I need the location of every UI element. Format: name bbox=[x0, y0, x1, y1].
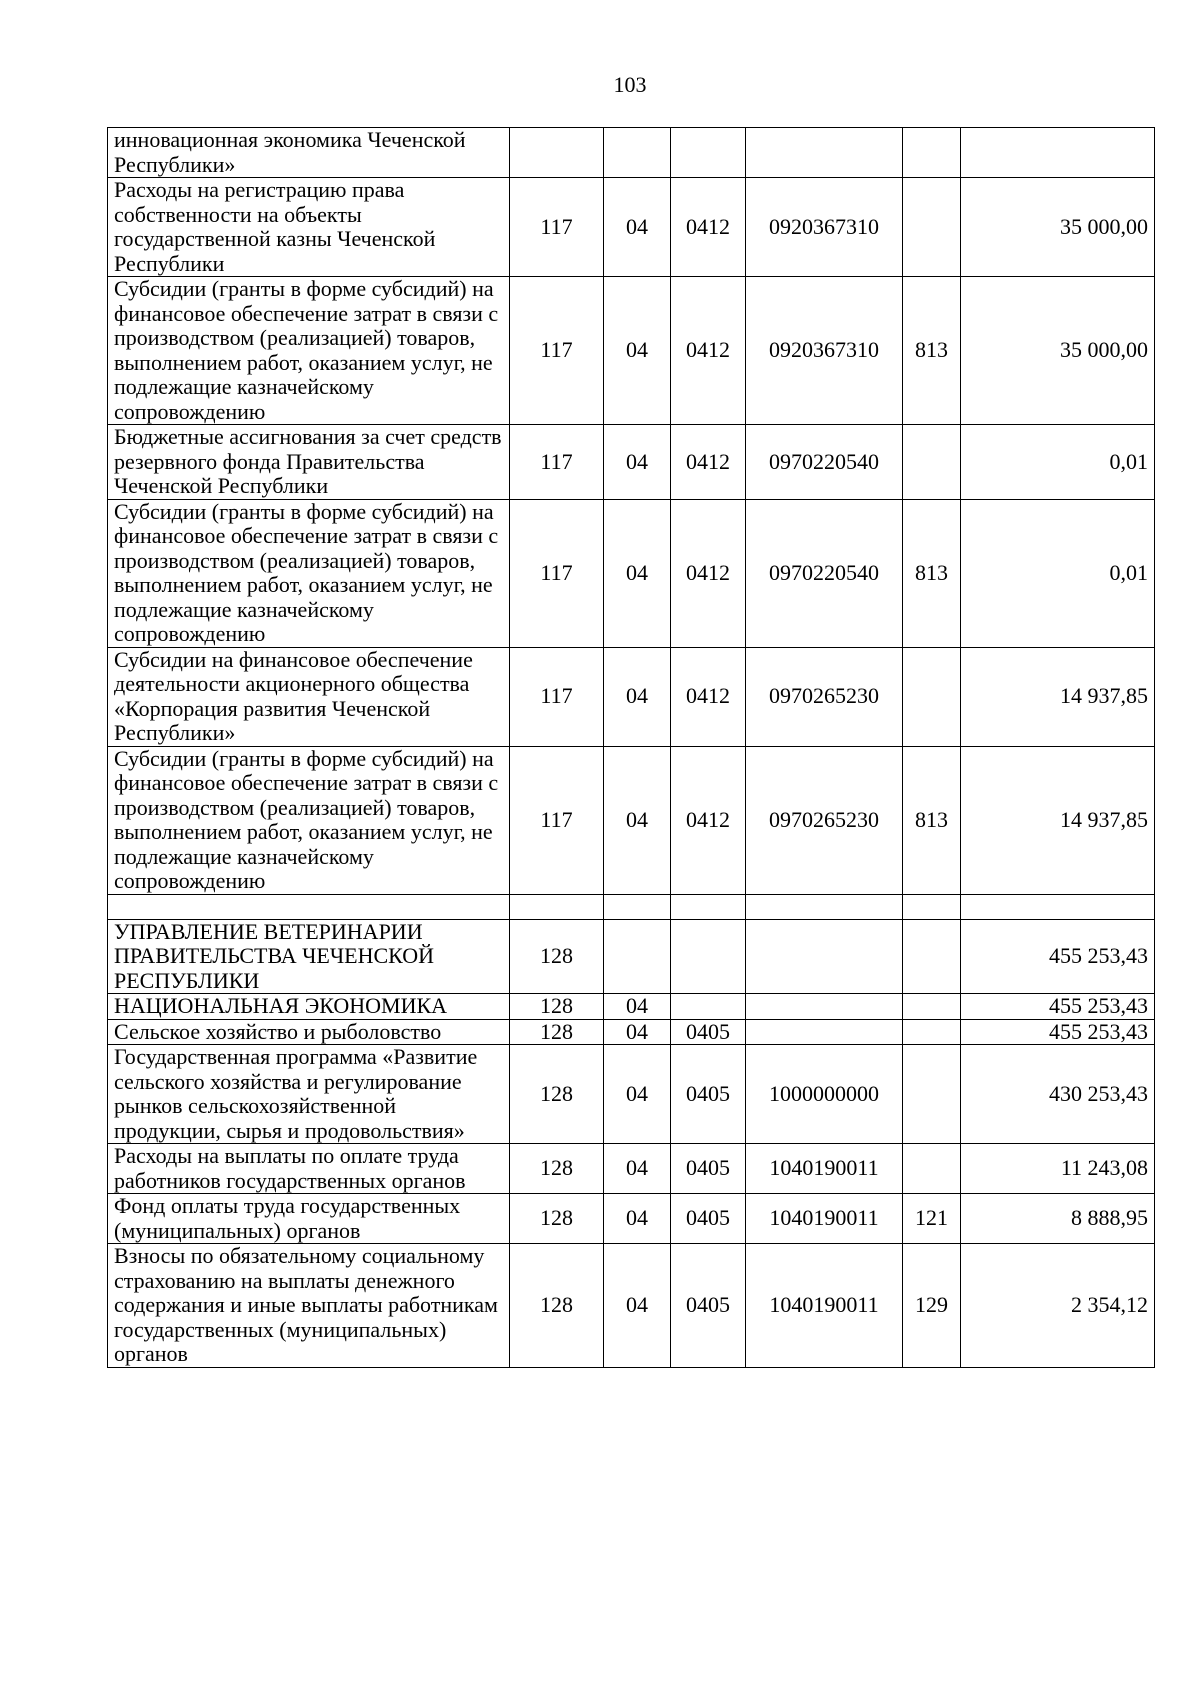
expense-name: Субсидии (гранты в форме субсидий) на финансовое обеспечение затрат в связи с производством (реализацией) товаров, выполнением работ, оказанием услуг, не подлежащие казначейскому сопровождению bbox=[108, 277, 510, 425]
subsection-code: 0412 bbox=[671, 277, 746, 425]
page-number: 103 bbox=[613, 72, 647, 97]
department-code bbox=[510, 894, 604, 919]
expense-type-code bbox=[903, 1144, 961, 1194]
expense-type-code bbox=[903, 1045, 961, 1144]
table-row bbox=[108, 178, 1155, 277]
budget-table bbox=[107, 127, 1155, 1368]
table-row bbox=[108, 746, 1155, 894]
amount bbox=[961, 128, 1155, 178]
subsection-code: 0412 bbox=[671, 499, 746, 647]
department-code: 128 bbox=[510, 1244, 604, 1368]
subsection-code: 0405 bbox=[671, 1194, 746, 1244]
target-article-code: 1040190011 bbox=[746, 1194, 903, 1244]
subsection-code bbox=[671, 128, 746, 178]
section-code: 04 bbox=[604, 1019, 671, 1045]
expense-type-code bbox=[903, 894, 961, 919]
department-code: 128 bbox=[510, 1045, 604, 1144]
subsection-code: 0412 bbox=[671, 647, 746, 746]
subsection-code bbox=[671, 994, 746, 1020]
amount: 35 000,00 bbox=[961, 178, 1155, 277]
amount: 35 000,00 bbox=[961, 277, 1155, 425]
subsection-code bbox=[671, 894, 746, 919]
section-code: 04 bbox=[604, 1144, 671, 1194]
expense-name: НАЦИОНАЛЬНАЯ ЭКОНОМИКА bbox=[108, 994, 510, 1020]
amount: 0,01 bbox=[961, 499, 1155, 647]
department-code: 117 bbox=[510, 746, 604, 894]
subsection-code: 0412 bbox=[671, 746, 746, 894]
amount: 455 253,43 bbox=[961, 919, 1155, 994]
expense-type-code bbox=[903, 919, 961, 994]
expense-name: Расходы на выплаты по оплате труда работников государственных органов bbox=[108, 1144, 510, 1194]
expense-name: Фонд оплаты труда государственных (муниципальных) органов bbox=[108, 1194, 510, 1244]
subsection-code: 0412 bbox=[671, 178, 746, 277]
section-code: 04 bbox=[604, 178, 671, 277]
section-code: 04 bbox=[604, 1194, 671, 1244]
expense-name bbox=[108, 894, 510, 919]
table-row bbox=[108, 894, 1155, 919]
target-article-code: 0970220540 bbox=[746, 425, 903, 500]
subsection-code: 0405 bbox=[671, 1045, 746, 1144]
expense-name: Субсидии на финансовое обеспечение деятельности акционерного общества «Корпорация развития Чеченской Республики» bbox=[108, 647, 510, 746]
department-code: 128 bbox=[510, 994, 604, 1020]
section-code: 04 bbox=[604, 425, 671, 500]
table-body bbox=[108, 128, 1155, 1368]
table-row bbox=[108, 425, 1155, 500]
expense-name: Государственная программа «Развитие сельского хозяйства и регулирование рынков сельскохозяйственной продукции, сырья и продовольствия» bbox=[108, 1045, 510, 1144]
target-article-code: 1000000000 bbox=[746, 1045, 903, 1144]
target-article-code: 1040190011 bbox=[746, 1144, 903, 1194]
expense-name: инновационная экономика Чеченской Республики» bbox=[108, 128, 510, 178]
expense-type-code bbox=[903, 178, 961, 277]
department-code: 128 bbox=[510, 1194, 604, 1244]
expense-name: Сельское хозяйство и рыболовство bbox=[108, 1019, 510, 1045]
expense-type-code bbox=[903, 647, 961, 746]
table-row bbox=[108, 128, 1155, 178]
target-article-code bbox=[746, 1019, 903, 1045]
section-code: 04 bbox=[604, 499, 671, 647]
target-article-code bbox=[746, 128, 903, 178]
department-code: 117 bbox=[510, 425, 604, 500]
table-row bbox=[108, 1045, 1155, 1144]
expense-type-code bbox=[903, 994, 961, 1020]
target-article-code: 0920367310 bbox=[746, 178, 903, 277]
expense-type-code bbox=[903, 1019, 961, 1045]
table-row bbox=[108, 994, 1155, 1020]
table-row bbox=[108, 499, 1155, 647]
expense-name: Субсидии (гранты в форме субсидий) на финансовое обеспечение затрат в связи с производством (реализацией) товаров, выполнением работ, оказанием услуг, не подлежащие казначейскому сопровождению bbox=[108, 746, 510, 894]
expense-type-code: 813 bbox=[903, 277, 961, 425]
section-code: 04 bbox=[604, 277, 671, 425]
expense-name: УПРАВЛЕНИЕ ВЕТЕРИНАРИИ ПРАВИТЕЛЬСТВА ЧЕЧЕНСКОЙ РЕСПУБЛИКИ bbox=[108, 919, 510, 994]
amount: 11 243,08 bbox=[961, 1144, 1155, 1194]
amount: 8 888,95 bbox=[961, 1194, 1155, 1244]
amount: 455 253,43 bbox=[961, 1019, 1155, 1045]
table-row bbox=[108, 1194, 1155, 1244]
department-code bbox=[510, 128, 604, 178]
amount: 455 253,43 bbox=[961, 994, 1155, 1020]
subsection-code: 0405 bbox=[671, 1019, 746, 1045]
expense-type-code: 813 bbox=[903, 499, 961, 647]
target-article-code bbox=[746, 894, 903, 919]
department-code: 128 bbox=[510, 1144, 604, 1194]
section-code bbox=[604, 919, 671, 994]
expense-type-code bbox=[903, 128, 961, 178]
table-row bbox=[108, 647, 1155, 746]
target-article-code: 0970265230 bbox=[746, 746, 903, 894]
section-code: 04 bbox=[604, 994, 671, 1020]
target-article-code bbox=[746, 994, 903, 1020]
target-article-code bbox=[746, 919, 903, 994]
section-code: 04 bbox=[604, 647, 671, 746]
target-article-code: 0920367310 bbox=[746, 277, 903, 425]
department-code: 128 bbox=[510, 919, 604, 994]
expense-name: Бюджетные ассигнования за счет средств резервного фонда Правительства Чеченской Республики bbox=[108, 425, 510, 500]
amount: 2 354,12 bbox=[961, 1244, 1155, 1368]
table-row bbox=[108, 1019, 1155, 1045]
expense-name: Взносы по обязательному социальному страхованию на выплаты денежного содержания и иные выплаты работникам государственных (муниципальных) органов bbox=[108, 1244, 510, 1368]
amount bbox=[961, 894, 1155, 919]
section-code bbox=[604, 128, 671, 178]
department-code: 117 bbox=[510, 499, 604, 647]
subsection-code: 0405 bbox=[671, 1144, 746, 1194]
amount: 430 253,43 bbox=[961, 1045, 1155, 1144]
table-row bbox=[108, 277, 1155, 425]
table-row bbox=[108, 919, 1155, 994]
expense-type-code: 121 bbox=[903, 1194, 961, 1244]
section-code: 04 bbox=[604, 746, 671, 894]
table-row bbox=[108, 1144, 1155, 1194]
target-article-code: 0970220540 bbox=[746, 499, 903, 647]
section-code: 04 bbox=[604, 1244, 671, 1368]
amount: 0,01 bbox=[961, 425, 1155, 500]
amount: 14 937,85 bbox=[961, 746, 1155, 894]
target-article-code: 1040190011 bbox=[746, 1244, 903, 1368]
subsection-code bbox=[671, 919, 746, 994]
department-code: 128 bbox=[510, 1019, 604, 1045]
department-code: 117 bbox=[510, 647, 604, 746]
expense-name: Субсидии (гранты в форме субсидий) на финансовое обеспечение затрат в связи с производством (реализацией) товаров, выполнением работ, оказанием услуг, не подлежащие казначейскому сопровождению bbox=[108, 499, 510, 647]
target-article-code: 0970265230 bbox=[746, 647, 903, 746]
section-code bbox=[604, 894, 671, 919]
department-code: 117 bbox=[510, 178, 604, 277]
subsection-code: 0405 bbox=[671, 1244, 746, 1368]
section-code: 04 bbox=[604, 1045, 671, 1144]
expense-type-code: 813 bbox=[903, 746, 961, 894]
expense-type-code: 129 bbox=[903, 1244, 961, 1368]
department-code: 117 bbox=[510, 277, 604, 425]
table-row bbox=[108, 1244, 1155, 1368]
expense-type-code bbox=[903, 425, 961, 500]
amount: 14 937,85 bbox=[961, 647, 1155, 746]
expense-name: Расходы на регистрацию права собственности на объекты государственной казны Чеченской Республики bbox=[108, 178, 510, 277]
subsection-code: 0412 bbox=[671, 425, 746, 500]
